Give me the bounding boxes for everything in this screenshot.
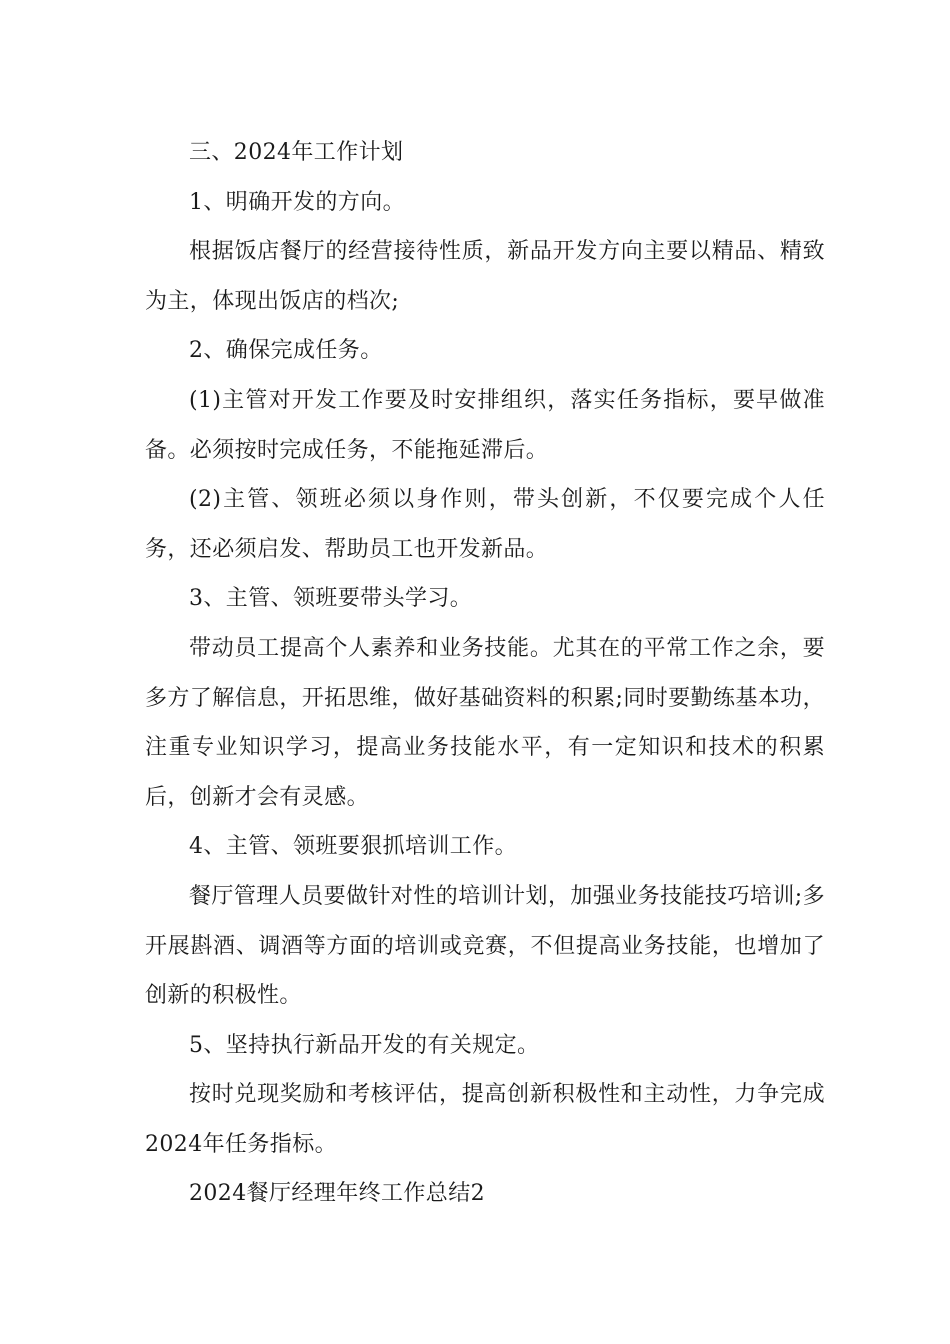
item-heading-4: 4、主管、领班要狠抓培训工作。 — [189, 834, 517, 860]
body-paragraph: (1)主管对开发工作要及时安排组织，落实任务指标，要早做准备。必须按时完成任务，不能拖延滞后。 — [145, 387, 825, 463]
item-heading-3: 3、主管、领班要带头学习。 — [189, 586, 473, 612]
body-paragraph: 按时兑现奖励和考核评估，提高创新积极性和主动性，力争完成2024年任务指标。 — [145, 1082, 825, 1157]
item-heading-5: 5、坚持执行新品开发的有关规定。 — [189, 1032, 540, 1058]
body-paragraph: (2)主管、领班必须以身作则，带头创新，不仅要完成个人任务，还必须启发、帮助员工也开发新品。 — [145, 487, 825, 562]
body-paragraph: 根据饭店餐厅的经营接待性质，新品开发方向主要以精品、精致为主，体现出饭店的档次; — [145, 239, 825, 314]
section-heading: 三、2024年工作计划 — [189, 140, 404, 165]
next-section-title: 2024餐厅经理年终工作总结2 — [189, 1181, 485, 1207]
body-paragraph: 餐厅管理人员要做针对性的培训计划，加强业务技能技巧培训;多开展斟酒、调酒等方面的培训或竞赛，不但提高业务技能，也增加了创新的积极性。 — [145, 883, 825, 1009]
body-paragraph: 带动员工提高个人素养和业务技能。尤其在的平常工作之余，要多方了解信息，开拓思维，做好基础资料的积累;同时要勤练基本功，注重专业知识学习，提高业务技能水平，有一定知识和技术的积累后，创新才会有灵感。 — [145, 635, 825, 810]
item-heading-2: 2、确保完成任务。 — [189, 338, 383, 364]
item-heading-1: 1、明确开发的方向。 — [189, 189, 405, 215]
document-body — [145, 128, 825, 1219]
